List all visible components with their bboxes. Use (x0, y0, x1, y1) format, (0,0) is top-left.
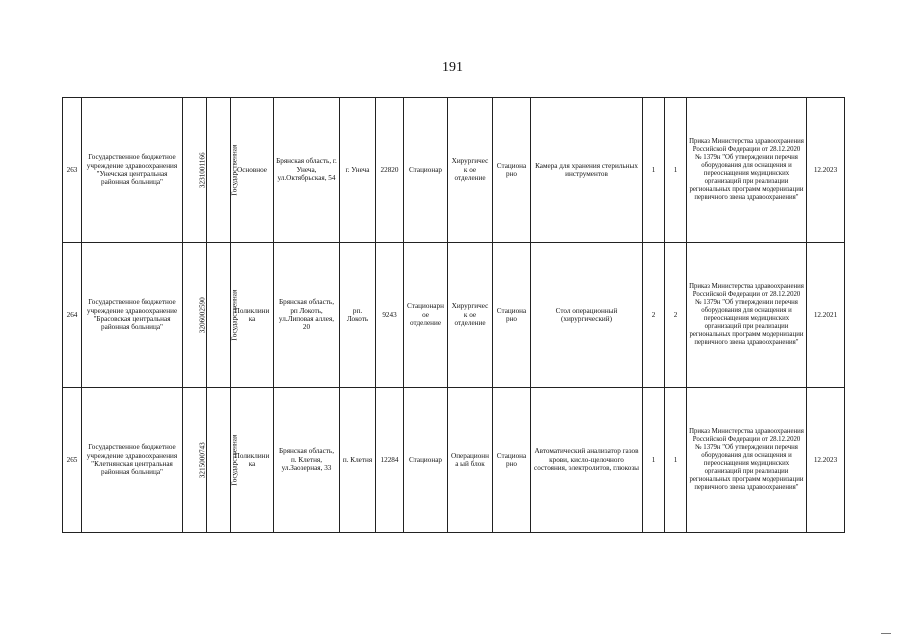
row-number: 265 (63, 388, 82, 533)
population: 12284 (376, 388, 404, 533)
department: Хирургическ ое отделение (448, 243, 493, 388)
inn-value: 3215000743 (198, 442, 207, 478)
equipment-name: Камера для хранения стерильных инструментов (531, 98, 643, 243)
ownership-value: Государственная (230, 144, 239, 196)
unit-type: Стационар (404, 98, 448, 243)
inn-value: 3231001166 (198, 152, 207, 188)
building-type: Поликлини ка (231, 388, 274, 533)
inn-value: 3206002590 (198, 297, 207, 333)
inn-cell (183, 243, 207, 388)
ownership-cell (207, 388, 239, 533)
organization-name: Государственное бюджетное учреждение здравоохранения "Унечская центральная районная больница" (82, 98, 183, 243)
building-type: Поликлини ка (231, 243, 274, 388)
subdepartment: Стациона рно (493, 243, 531, 388)
unit-type: Стационарн ое отделение (404, 243, 448, 388)
settlement: г. Унеча (340, 98, 376, 243)
settlement: п. Клетня (340, 388, 376, 533)
table-row (63, 243, 845, 388)
equipment-name: Стол операционный (хирургический) (531, 243, 643, 388)
ownership-cell (207, 98, 239, 243)
equipment-table (62, 97, 845, 533)
settlement: рп. Локоть (340, 243, 376, 388)
deadline-date: 12.2023 (807, 98, 845, 243)
quantity-a: 1 (643, 98, 665, 243)
subdepartment: Стациона рно (493, 388, 531, 533)
deadline-date: 12.2023 (807, 388, 845, 533)
address: Брянская область, п. Клетня, ул.Заозерная, 33 (274, 388, 340, 533)
population: 22820 (376, 98, 404, 243)
address: Брянская область, рп Локоть, ул.Липовая аллея, 20 (274, 243, 340, 388)
ownership-value: Государственная (230, 434, 239, 486)
building-type: Основное (231, 98, 274, 243)
scan-mark (881, 633, 891, 634)
deadline-date: 12.2021 (807, 243, 845, 388)
quantity-b: 1 (665, 388, 687, 533)
quantity-a: 1 (643, 388, 665, 533)
equipment-name: Автоматический анализатор газов крови, кисло-щелочного состояния, электролитов, глюкозы (531, 388, 643, 533)
table-row (63, 98, 845, 243)
organization-name: Государственное бюджетное учреждение здравоохранение "Брасовская центральная районная больница" (82, 243, 183, 388)
department: Операционна ый блок (448, 388, 493, 533)
quantity-a: 2 (643, 243, 665, 388)
ownership-value: Государственная (230, 289, 239, 341)
table-row (63, 388, 845, 533)
quantity-b: 2 (665, 243, 687, 388)
unit-type: Стационар (404, 388, 448, 533)
regulatory-document: Приказ Министерства здравоохранения Российской Федерации от 28.12.2020 № 1379н "Об утверждении перечня оборудования для оснащения и переоснащения медицинских организаций при реализации региональных программ модернизации первичного звена здравоохранения" (687, 98, 807, 243)
regulatory-document: Приказ Министерства здравоохранения Российской Федерации от 28.12.2020 № 1379н "Об утверждении перечня оборудования для оснащения и переоснащения медицинских организаций при реализации региональных программ модернизации первичного звена здравоохранения" (687, 388, 807, 533)
page-number: 191 (442, 60, 463, 75)
row-number: 263 (63, 98, 82, 243)
department: Хирургическ ое отделение (448, 98, 493, 243)
regulatory-document: Приказ Министерства здравоохранения Российской Федерации от 28.12.2020 № 1379н "Об утверждении перечня оборудования для оснащения и переоснащения медицинских организаций при реализации региональных программ модернизации первичного звена здравоохранения" (687, 243, 807, 388)
inn-cell (183, 388, 207, 533)
row-number: 264 (63, 243, 82, 388)
ownership-cell (207, 243, 239, 388)
address: Брянская область, г. Унеча, ул.Октябрьская, 54 (274, 98, 340, 243)
population: 9243 (376, 243, 404, 388)
organization-name: Государственное бюджетное учреждение здравоохранения "Клетнянская центральная районная больница" (82, 388, 183, 533)
inn-cell (183, 98, 207, 243)
subdepartment: Стациона рно (493, 98, 531, 243)
quantity-b: 1 (665, 98, 687, 243)
